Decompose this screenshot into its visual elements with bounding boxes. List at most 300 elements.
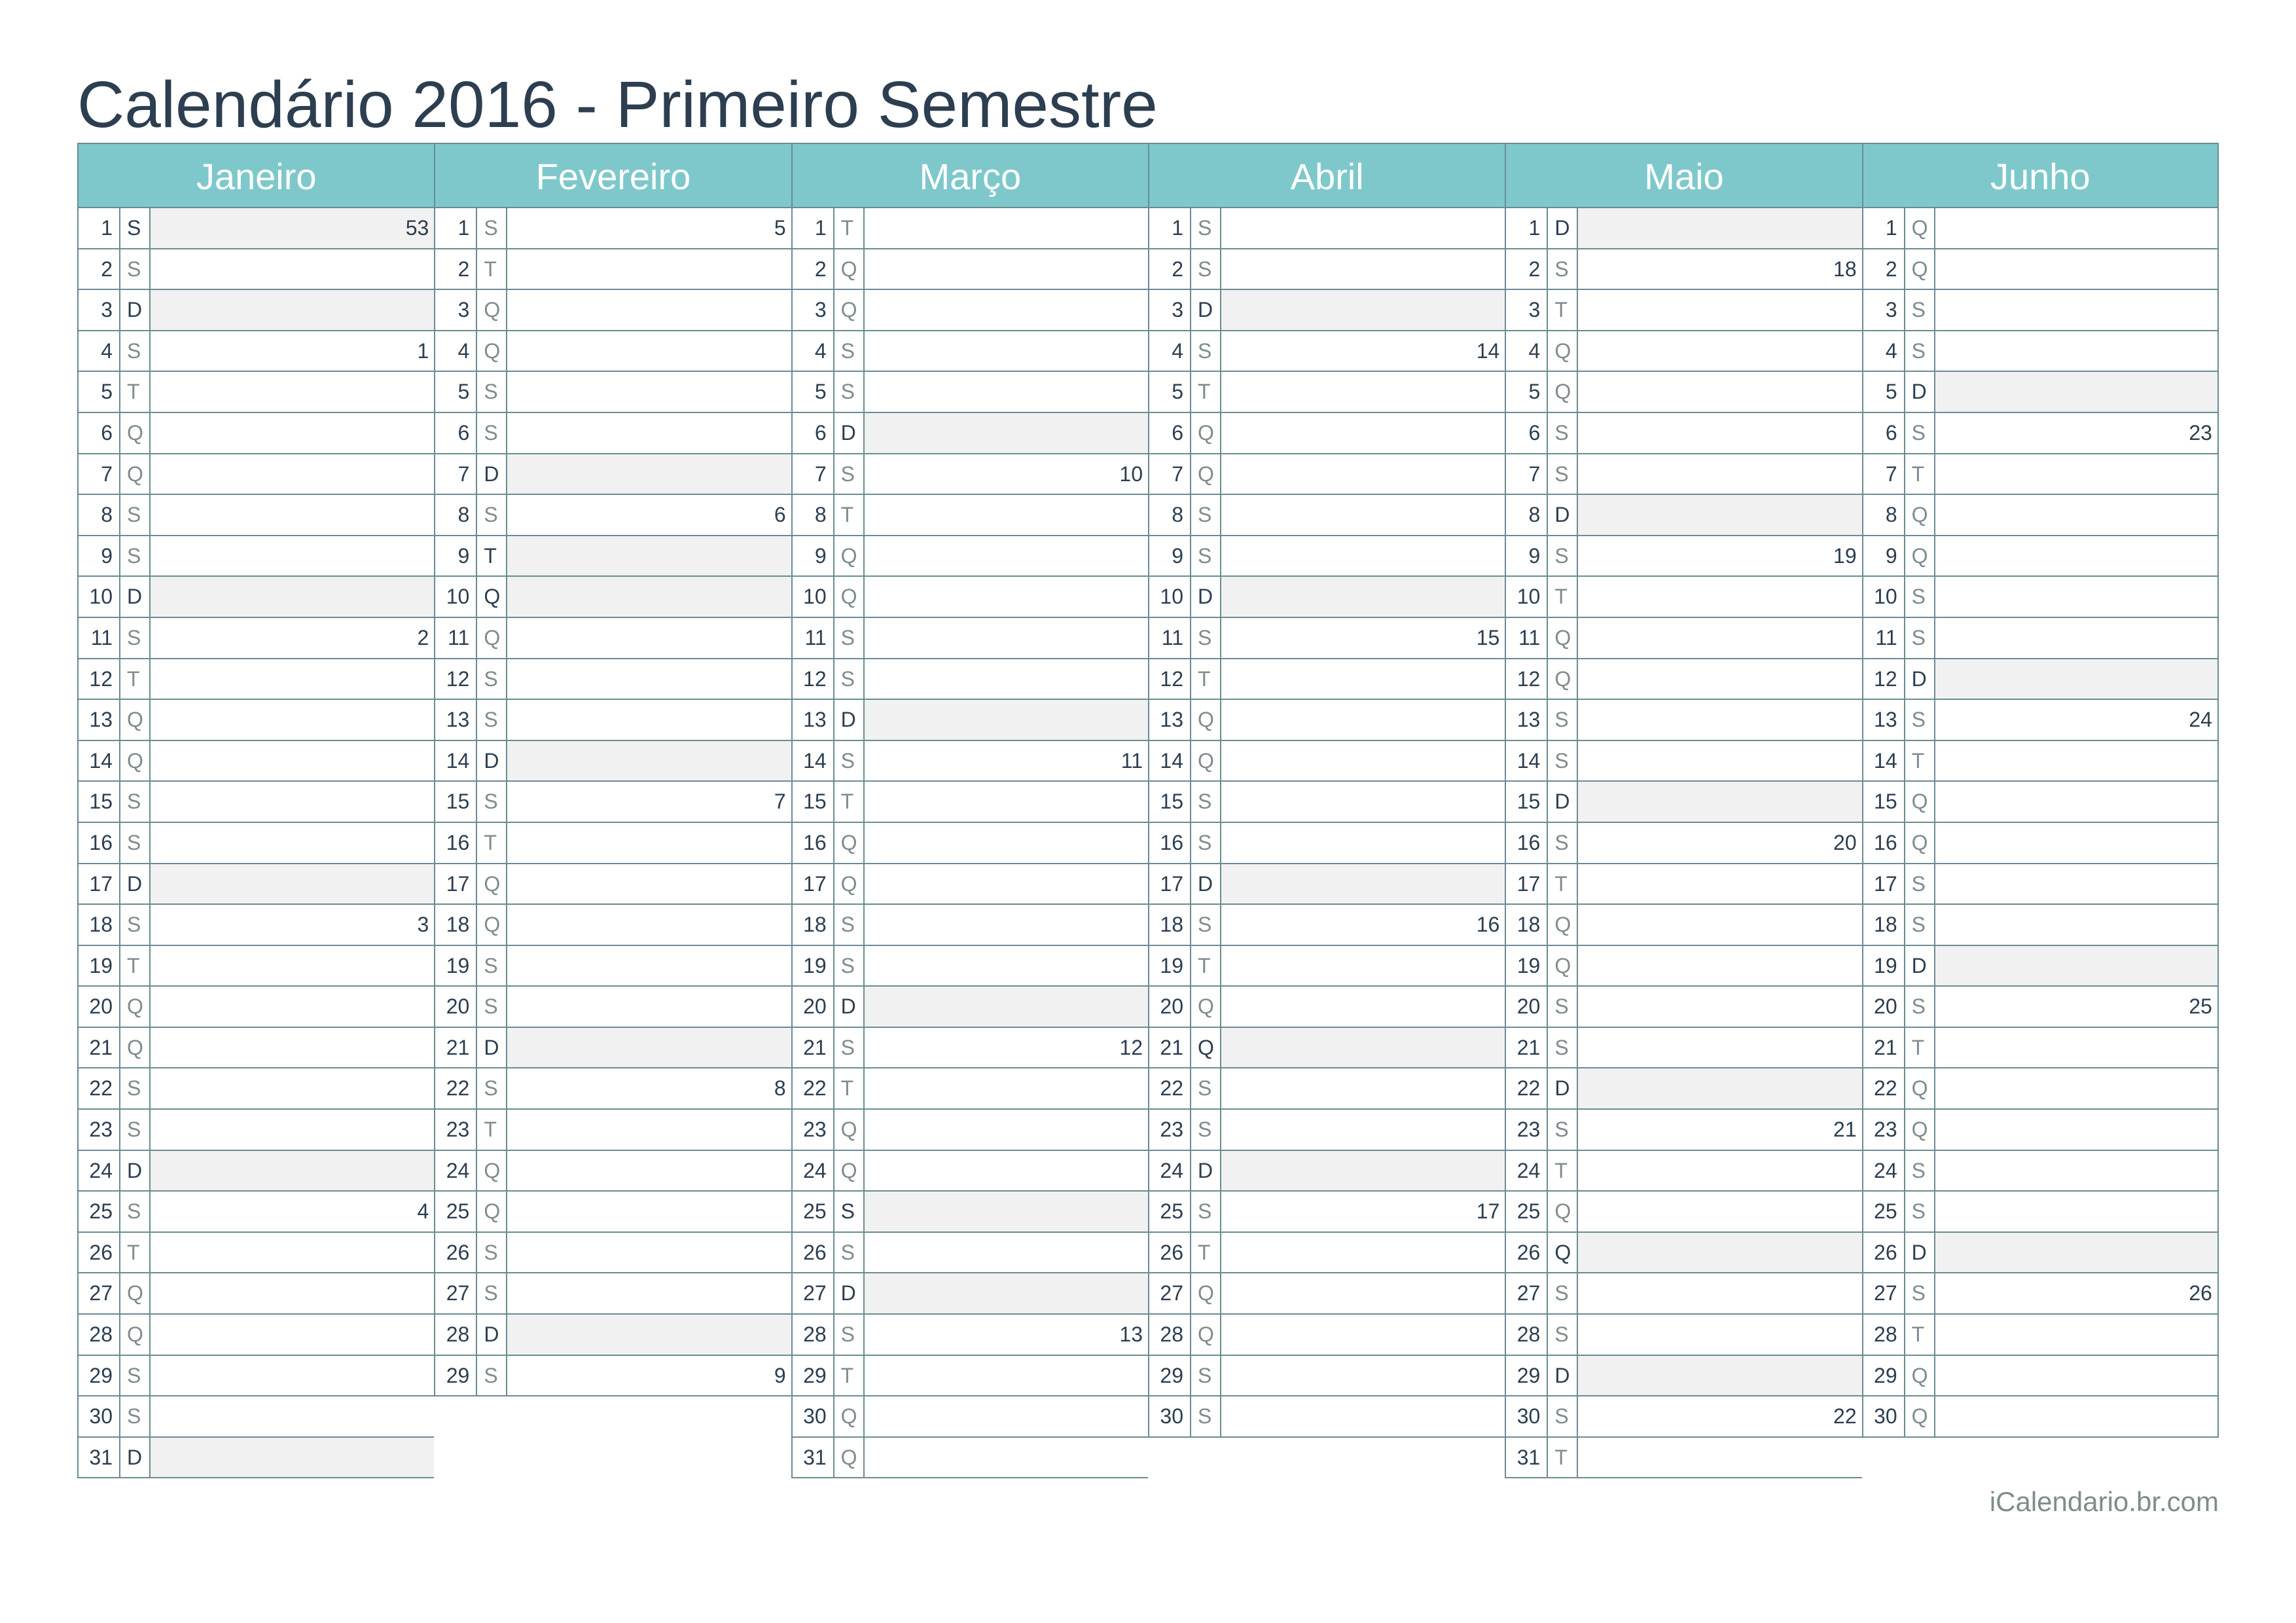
day-number: 23: [1863, 1110, 1905, 1150]
week-number: 19: [1833, 543, 1857, 568]
day-number: 10: [435, 577, 477, 617]
day-row: [1862, 659, 2219, 701]
day-number: 26: [79, 1233, 120, 1273]
day-row: [1505, 249, 1861, 291]
day-number: 11: [1149, 618, 1191, 658]
day-number: 12: [1863, 659, 1905, 699]
day-number: 26: [1149, 1233, 1191, 1273]
week-number: [151, 1028, 434, 1068]
week-number: [1578, 1068, 1861, 1108]
weekday-letter: Q: [1191, 413, 1221, 453]
weekday-letter: S: [834, 454, 865, 494]
weekday-letter: D: [477, 741, 507, 781]
day-number: 24: [1863, 1151, 1905, 1191]
day-row: [77, 1068, 434, 1110]
day-row: [791, 290, 1148, 331]
weekday-letter: S: [834, 946, 865, 986]
day-row: [791, 741, 1148, 782]
day-row: [77, 659, 434, 701]
week-number: [1221, 823, 1505, 863]
day-row: [1148, 823, 1505, 864]
day-number: 8: [1506, 495, 1548, 535]
day-number: 15: [1506, 782, 1548, 822]
week-number: [151, 946, 434, 986]
week-number: [865, 1110, 1148, 1150]
week-number: 53: [151, 208, 434, 248]
day-row: [77, 946, 434, 987]
week-number: [151, 372, 434, 412]
week-number: [1578, 1151, 1861, 1191]
day-row: [434, 782, 791, 823]
day-number: 21: [435, 1028, 477, 1068]
day-row: [1862, 864, 2219, 905]
day-row: [791, 987, 1148, 1028]
day-row: [1148, 495, 1505, 536]
week-number: [1578, 413, 1861, 453]
day-row: [791, 864, 1148, 905]
weekday-letter: S: [1191, 618, 1221, 658]
day-number: 20: [435, 987, 477, 1027]
day-number: 30: [793, 1396, 834, 1436]
day-row: [77, 1151, 434, 1192]
week-number: [865, 987, 1148, 1027]
day-number: 1: [1149, 208, 1191, 248]
day-row: [1505, 413, 1861, 454]
weekday-letter: Q: [1191, 1273, 1221, 1313]
day-row: [434, 618, 791, 659]
day-row: [1862, 1273, 2219, 1315]
day-row: [1862, 290, 2219, 331]
day-number: 13: [1863, 700, 1905, 740]
day-number: 3: [79, 290, 120, 330]
day-number: 13: [1149, 700, 1191, 740]
day-row: [791, 1273, 1148, 1315]
day-row: [77, 249, 434, 291]
day-row: [1148, 1315, 1505, 1356]
day-row: [791, 1233, 1148, 1274]
weekday-letter: D: [1905, 659, 1935, 699]
day-row: [1862, 1233, 2219, 1274]
weekday-letter: Q: [120, 741, 151, 781]
day-row: [434, 823, 791, 864]
week-number: 26: [2189, 1281, 2212, 1305]
weekday-letter: S: [1905, 331, 1935, 371]
weekday-letter: Q: [1548, 372, 1578, 412]
week-number: [1578, 864, 1861, 904]
weekday-letter: Q: [477, 577, 507, 617]
day-row: [434, 905, 791, 946]
weekday-letter: Q: [834, 536, 865, 576]
week-number: [1578, 618, 1861, 658]
month-column-3: [1148, 143, 1505, 1478]
day-number: 7: [793, 454, 834, 494]
week-number: [1578, 1233, 1861, 1273]
weekday-letter: D: [1905, 946, 1935, 986]
month-column-2: [791, 143, 1148, 1478]
day-list: [1862, 208, 2219, 1438]
weekday-letter: Q: [477, 905, 507, 945]
day-number: 9: [793, 536, 834, 576]
week-number: 23: [2189, 420, 2212, 445]
day-number: 3: [1863, 290, 1905, 330]
weekday-letter: S: [1548, 454, 1578, 494]
weekday-letter: Q: [834, 1110, 865, 1150]
day-row: [1505, 823, 1861, 864]
day-row: [434, 659, 791, 701]
weekday-letter: T: [1548, 864, 1578, 904]
weekday-letter: S: [1548, 413, 1578, 453]
week-number: [865, 1151, 1148, 1191]
weekday-letter: S: [1548, 1028, 1578, 1068]
week-number: 15: [1476, 625, 1500, 649]
day-row: [434, 1068, 791, 1110]
day-row: [1505, 905, 1861, 946]
weekday-letter: Q: [1191, 987, 1221, 1027]
day-row: [77, 1028, 434, 1069]
week-number: [1221, 1110, 1505, 1150]
day-row: [434, 454, 791, 496]
day-number: 12: [1149, 659, 1191, 699]
day-number: 3: [1506, 290, 1548, 330]
weekday-letter: Q: [1548, 659, 1578, 699]
day-row: [791, 1356, 1148, 1397]
day-row: [791, 413, 1148, 454]
week-number: 1: [417, 338, 429, 363]
week-number: [1221, 1151, 1505, 1191]
weekday-letter: T: [477, 823, 507, 863]
weekday-letter: S: [477, 495, 507, 535]
day-number: 22: [435, 1068, 477, 1108]
day-row: [1148, 659, 1505, 701]
weekday-letter: T: [120, 1233, 151, 1273]
day-row: [77, 1356, 434, 1397]
weekday-letter: Q: [1548, 618, 1578, 658]
weekday-letter: Q: [120, 454, 151, 494]
week-number: [507, 454, 791, 494]
day-number: 24: [435, 1151, 477, 1191]
week-number: [151, 1233, 434, 1273]
weekday-letter: S: [477, 1233, 507, 1273]
day-number: 12: [793, 659, 834, 699]
weekday-letter: T: [834, 782, 865, 822]
day-number: 12: [79, 659, 120, 699]
week-number: [151, 987, 434, 1027]
week-number: [507, 536, 791, 576]
day-number: 16: [793, 823, 834, 863]
day-number: 19: [1863, 946, 1905, 986]
day-row: [791, 372, 1148, 413]
day-number: 31: [79, 1438, 120, 1478]
week-number: [1221, 864, 1505, 904]
week-number: [1578, 1438, 1861, 1478]
weekday-letter: D: [120, 577, 151, 617]
day-number: 9: [435, 536, 477, 576]
weekday-letter: S: [120, 618, 151, 658]
day-number: 11: [793, 618, 834, 658]
day-row: [1862, 905, 2219, 946]
weekday-letter: D: [477, 1028, 507, 1068]
weekday-letter: S: [477, 1273, 507, 1313]
week-number: [865, 249, 1148, 289]
week-number: 3: [417, 913, 429, 937]
day-number: 9: [79, 536, 120, 576]
day-number: 19: [1149, 946, 1191, 986]
day-number: 31: [793, 1438, 834, 1478]
day-row: [77, 1110, 434, 1151]
week-number: [1221, 782, 1505, 822]
weekday-letter: S: [477, 1068, 507, 1108]
day-row: [434, 413, 791, 454]
weekday-letter: Q: [834, 290, 865, 330]
day-number: 14: [793, 741, 834, 781]
day-number: 10: [79, 577, 120, 617]
day-row: [1862, 208, 2219, 249]
week-number: [865, 331, 1148, 371]
weekday-letter: S: [120, 495, 151, 535]
day-row: [1148, 782, 1505, 823]
week-number: [865, 782, 1148, 822]
week-number: 18: [1833, 257, 1857, 281]
day-number: 23: [793, 1110, 834, 1150]
day-number: 23: [435, 1110, 477, 1150]
day-number: 28: [1506, 1315, 1548, 1355]
day-row: [1862, 536, 2219, 577]
weekday-letter: S: [1548, 1396, 1578, 1436]
day-row: [791, 331, 1148, 373]
day-number: 25: [435, 1192, 477, 1231]
weekday-letter: S: [1905, 864, 1935, 904]
weekday-letter: T: [1191, 659, 1221, 699]
week-number: [507, 1151, 791, 1191]
week-number: [1578, 290, 1861, 330]
weekday-letter: S: [120, 1396, 151, 1436]
day-row: [1505, 1068, 1861, 1110]
weekday-letter: S: [477, 946, 507, 986]
week-number: [1578, 372, 1861, 412]
weekday-letter: S: [1905, 700, 1935, 740]
day-row: [1148, 1151, 1505, 1192]
weekday-letter: S: [120, 782, 151, 822]
weekday-letter: S: [120, 1068, 151, 1108]
weekday-letter: Q: [1548, 1192, 1578, 1231]
day-number: 6: [793, 413, 834, 453]
weekday-letter: Q: [1191, 1028, 1221, 1068]
day-row: [1148, 987, 1505, 1028]
day-row: [1505, 372, 1861, 413]
day-row: [434, 1151, 791, 1192]
week-number: [507, 1273, 791, 1313]
weekday-letter: Q: [477, 331, 507, 371]
week-number: [507, 577, 791, 617]
week-number: [1221, 1068, 1505, 1108]
week-number: 25: [2189, 994, 2212, 1019]
day-row: [1148, 249, 1505, 291]
day-row: [77, 864, 434, 905]
day-number: 6: [79, 413, 120, 453]
week-number: [865, 536, 1148, 576]
day-row: [434, 1110, 791, 1151]
day-list: [1505, 208, 1861, 1478]
week-number: [507, 946, 791, 986]
day-row: [1862, 741, 2219, 782]
weekday-letter: T: [834, 1356, 865, 1396]
weekday-letter: S: [834, 659, 865, 699]
day-number: 12: [1506, 659, 1548, 699]
month-column-0: [77, 143, 434, 1478]
weekday-letter: D: [1191, 864, 1221, 904]
weekday-letter: D: [1548, 782, 1578, 822]
footer-credit: iCalendario.br.com: [1989, 1486, 2219, 1517]
weekday-letter: S: [477, 782, 507, 822]
weekday-letter: S: [1191, 823, 1221, 863]
day-number: 21: [1149, 1028, 1191, 1068]
weekday-letter: D: [120, 1438, 151, 1478]
day-row: [434, 290, 791, 331]
day-number: 6: [1506, 413, 1548, 453]
week-number: [151, 290, 434, 330]
week-number: [1935, 290, 2217, 330]
weekday-letter: S: [1191, 905, 1221, 945]
weekday-letter: Q: [1548, 1233, 1578, 1273]
week-number: [151, 741, 434, 781]
day-row: [1505, 782, 1861, 823]
day-row: [1148, 1028, 1505, 1069]
weekday-letter: Q: [1905, 1356, 1935, 1396]
day-number: 5: [1863, 372, 1905, 412]
week-number: [507, 700, 791, 740]
week-number: [865, 946, 1148, 986]
weekday-letter: D: [120, 864, 151, 904]
day-number: 14: [1506, 741, 1548, 781]
weekday-letter: S: [1548, 1273, 1578, 1313]
day-number: 20: [1149, 987, 1191, 1027]
weekday-letter: S: [1191, 1068, 1221, 1108]
day-row: [77, 1192, 434, 1233]
week-number: [1935, 1315, 2217, 1355]
weekday-letter: Q: [834, 1396, 865, 1436]
day-row: [77, 536, 434, 577]
weekday-letter: D: [1548, 1068, 1578, 1108]
day-row: [1148, 741, 1505, 782]
day-row: [1148, 946, 1505, 987]
page-title: Calendário 2016 - Primeiro Semestre: [77, 68, 1158, 141]
weekday-letter: S: [1548, 700, 1578, 740]
weekday-letter: T: [120, 946, 151, 986]
day-row: [434, 864, 791, 905]
weekday-letter: Q: [1905, 1110, 1935, 1150]
weekday-letter: S: [1548, 1110, 1578, 1150]
day-number: 13: [435, 700, 477, 740]
weekday-letter: S: [477, 1356, 507, 1396]
day-number: 20: [793, 987, 834, 1027]
day-number: 29: [1863, 1356, 1905, 1396]
week-number: [1221, 495, 1505, 535]
weekday-letter: Q: [120, 1315, 151, 1355]
day-row: [1862, 1396, 2219, 1438]
weekday-letter: D: [477, 454, 507, 494]
weekday-letter: Q: [477, 864, 507, 904]
week-number: [1221, 413, 1505, 453]
day-row: [434, 1273, 791, 1315]
week-number: [1578, 946, 1861, 986]
weekday-letter: S: [834, 741, 865, 781]
week-number: [1935, 1110, 2217, 1150]
day-row: [791, 618, 1148, 659]
day-number: 29: [79, 1356, 120, 1396]
week-number: [1935, 1192, 2217, 1231]
week-number: [1578, 331, 1861, 371]
day-number: 8: [793, 495, 834, 535]
day-row: [77, 290, 434, 331]
weekday-letter: D: [1191, 577, 1221, 617]
week-number: [151, 1396, 434, 1436]
day-number: 5: [1506, 372, 1548, 412]
week-number: [1221, 454, 1505, 494]
weekday-letter: S: [1548, 249, 1578, 289]
day-number: 30: [1149, 1396, 1191, 1436]
weekday-letter: Q: [834, 823, 865, 863]
week-number: [151, 1068, 434, 1108]
week-number: [507, 618, 791, 658]
week-number: [507, 290, 791, 330]
day-row: [434, 987, 791, 1028]
day-number: 4: [79, 331, 120, 371]
weekday-letter: S: [834, 372, 865, 412]
week-number: [1935, 864, 2217, 904]
weekday-letter: S: [834, 1315, 865, 1355]
day-row: [434, 946, 791, 987]
day-row: [791, 946, 1148, 987]
weekday-letter: D: [120, 290, 151, 330]
weekday-letter: D: [1548, 208, 1578, 248]
weekday-letter: Q: [1548, 905, 1578, 945]
weekday-letter: T: [1548, 577, 1578, 617]
week-number: [1935, 946, 2217, 986]
weekday-letter: S: [1548, 536, 1578, 576]
day-row: [1148, 1233, 1505, 1274]
weekday-letter: Q: [477, 618, 507, 658]
day-number: 21: [1863, 1028, 1905, 1068]
day-number: 11: [1506, 618, 1548, 658]
day-row: [1862, 823, 2219, 864]
day-row: [77, 905, 434, 946]
day-number: 24: [79, 1151, 120, 1191]
day-row: [1862, 372, 2219, 413]
week-number: [507, 1233, 791, 1273]
weekday-letter: T: [477, 536, 507, 576]
week-number: [151, 1273, 434, 1313]
day-row: [1148, 905, 1505, 946]
week-number: [151, 454, 434, 494]
weekday-letter: S: [1191, 249, 1221, 289]
week-number: [1578, 1315, 1861, 1355]
day-row: [1148, 372, 1505, 413]
weekday-letter: D: [834, 1273, 865, 1313]
day-list: [434, 208, 791, 1396]
day-row: [1505, 618, 1861, 659]
day-number: 5: [793, 372, 834, 412]
day-row: [1148, 1110, 1505, 1151]
week-number: [865, 290, 1148, 330]
week-number: 17: [1476, 1199, 1500, 1224]
weekday-letter: T: [1191, 946, 1221, 986]
day-row: [434, 1192, 791, 1233]
week-number: [151, 413, 434, 453]
weekday-letter: Q: [120, 987, 151, 1027]
day-number: 28: [79, 1315, 120, 1355]
week-number: [151, 249, 434, 289]
weekday-letter: S: [1191, 1110, 1221, 1150]
